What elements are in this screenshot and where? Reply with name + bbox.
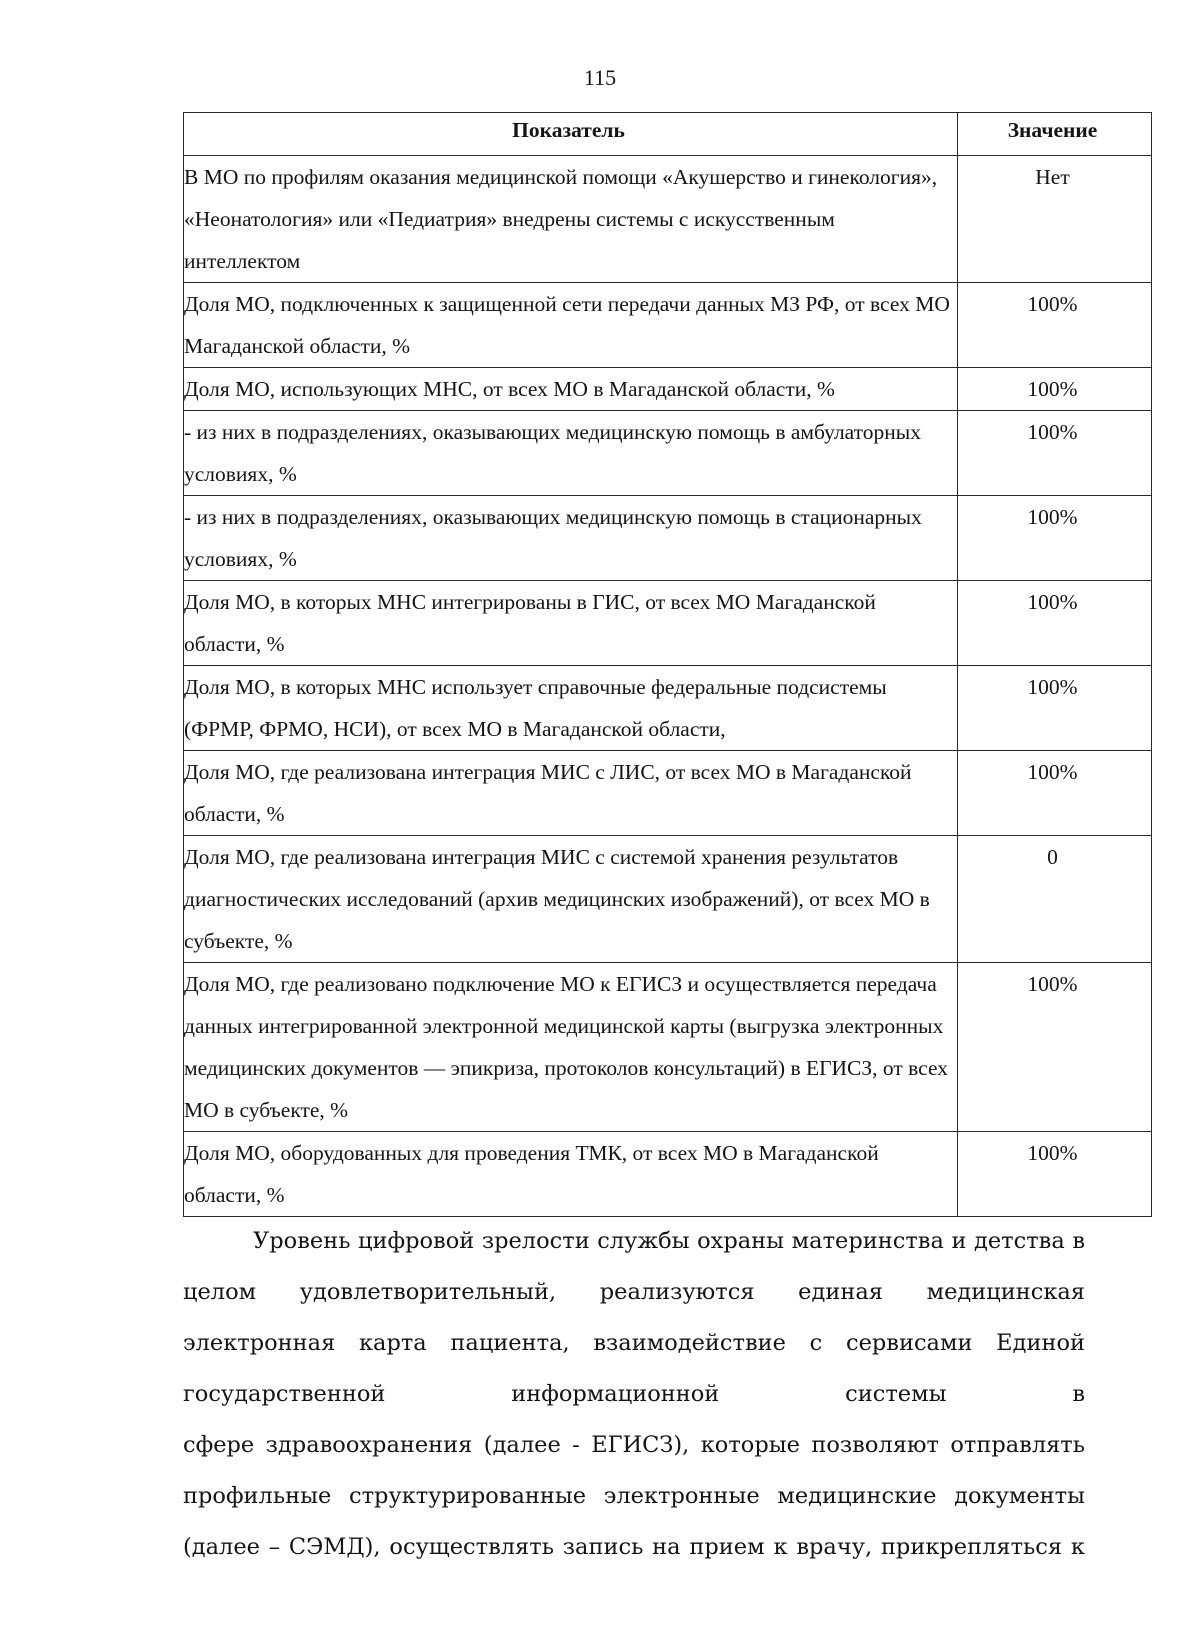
indicator-value: Нет [958,156,1152,283]
table-header-row [184,113,1152,156]
page-number: 115 [583,65,617,90]
indicator-value: 100% [958,496,1152,581]
indicator-value: 100% [958,666,1152,751]
table-row [184,368,1152,411]
indicator-name: - из них в подразделениях, оказывающих медицинскую помощь в стационарных условиях, % [184,496,958,581]
table-row [184,581,1152,666]
indicator-value: 100% [958,581,1152,666]
table-row [184,496,1152,581]
table-row [184,1132,1152,1217]
indicator-value: 100% [958,411,1152,496]
table-row [184,156,1152,283]
indicator-name: Доля МО, использующих МНС, от всех МО в Магаданской области, % [184,368,958,411]
indicator-name: Доля МО, в которых МНС использует справочные федеральные подсистемы (ФРМР, ФРМО, НСИ), от всех МО в Магаданской области, [184,666,958,751]
indicator-name: - из них в подразделениях, оказывающих медицинскую помощь в амбулаторных условиях, % [184,411,958,496]
table-row [184,751,1152,836]
indicator-value: 100% [958,283,1152,368]
indicator-name: Доля МО, оборудованных для проведения ТМК, от всех МО в Магаданской области, % [184,1132,958,1217]
table-row [184,836,1152,963]
indicator-value: 100% [958,751,1152,836]
indicator-value: 100% [958,368,1152,411]
indicator-name: Доля МО, подключенных к защищенной сети передачи данных МЗ РФ, от всех МО Магаданской области, % [184,283,958,368]
paragraph-2: сфере здравоохранения (далее - ЕГИСЗ), которые позволяют отправлять профильные структурированные электронные медицинские документы (далее – СЭМД), осуществлять запись на прием к врачу, прикрепляться к [183,1432,1085,1560]
paragraph-1: Уровень цифровой зрелости службы охраны материнства и детства в целом удовлетворительный, реализуются единая медицинская электронная карта пациента, взаимодействие с сервисами Единой государственной информационной системы в [183,1228,1085,1407]
indicator-name: Доля МО, в которых МНС интегрированы в ГИС, от всех МО Магаданской области, % [184,581,958,666]
header-value: Значение [958,113,1152,156]
body-text [183,1216,1085,1573]
table-row [184,411,1152,496]
indicator-name: Доля МО, где реализована интеграция МИС с системой хранения результатов диагностических исследований (архив медицинских изображений), от всех МО в субъекте, % [184,836,958,963]
indicators-table [183,112,1152,1217]
header-indicator: Показатель [184,113,958,156]
table-body [184,156,1152,1217]
indicator-value: 0 [958,836,1152,963]
table-row [184,963,1152,1132]
table-row [184,666,1152,751]
indicator-value: 100% [958,1132,1152,1217]
indicator-name: Доля МО, где реализована интеграция МИС с ЛИС, от всех МО в Магаданской области, % [184,751,958,836]
table-row [184,283,1152,368]
indicator-name: В МО по профилям оказания медицинской помощи «Акушерство и гинекология», «Неонатология» или «Педиатрия» внедрены системы с искусственным интеллектом [184,156,958,283]
indicator-value: 100% [958,963,1152,1132]
indicator-name: Доля МО, где реализовано подключение МО к ЕГИСЗ и осуществляется передача данных интегрированной электронной медицинской карты (выгрузка электронных медицинских документов — эпикриза, протоколов консультаций) в ЕГИСЗ, от всех МО в субъекте, % [184,963,958,1132]
